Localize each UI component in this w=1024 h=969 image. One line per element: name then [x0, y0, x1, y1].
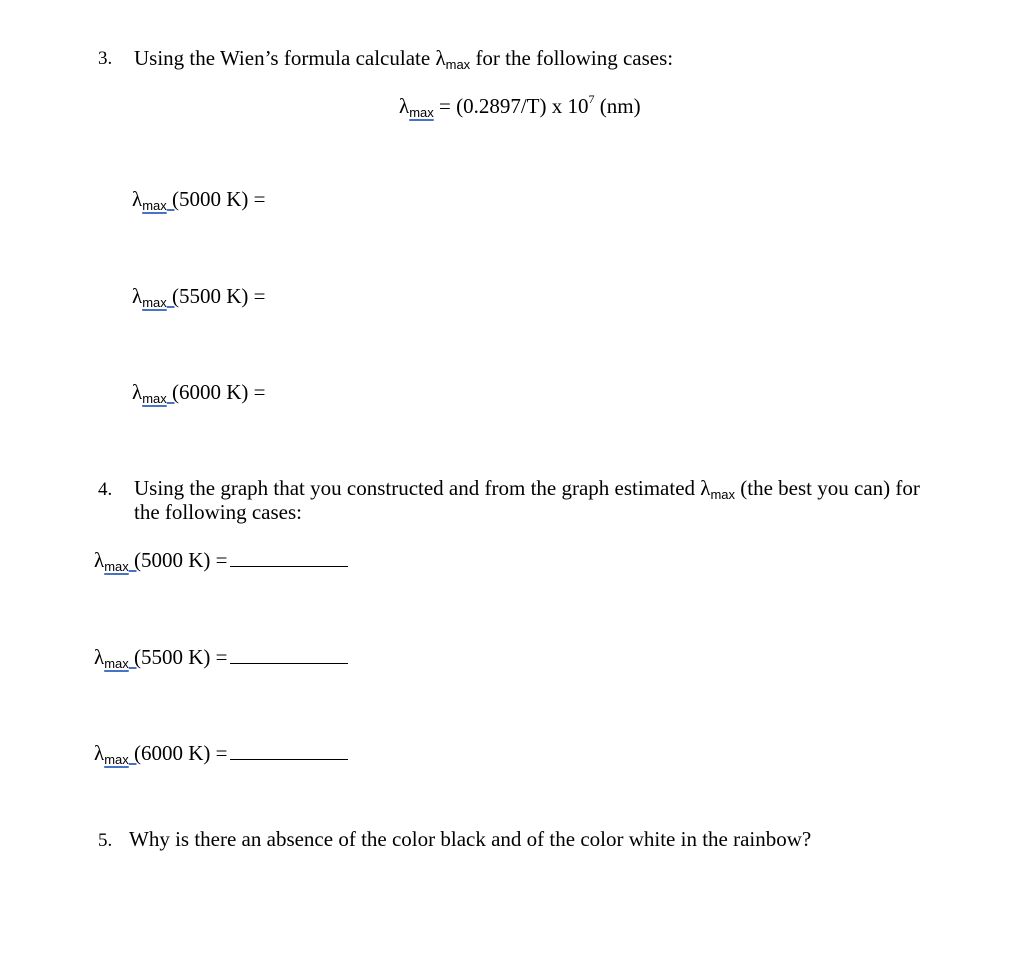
formula-max: max	[409, 105, 434, 120]
case-equals: =	[210, 645, 228, 669]
q3-number: 3.	[98, 48, 113, 69]
case-equals: =	[248, 187, 266, 211]
case-equals: =	[210, 548, 228, 572]
answer-blank-line[interactable]	[230, 741, 348, 760]
q3-prompt	[134, 46, 673, 71]
case-lambda: λ	[132, 187, 143, 211]
case-temp: 5500 K)	[179, 284, 249, 308]
q3-lambda: λ	[435, 46, 446, 70]
case-lambda: λ	[132, 380, 143, 404]
formula-unit: (nm)	[594, 94, 641, 118]
case-paren: (	[166, 284, 179, 308]
case-max: max	[104, 752, 129, 767]
case-lambda: λ	[94, 548, 105, 572]
case-max: max	[142, 198, 167, 213]
case-paren: (	[128, 548, 141, 572]
case-temp: 5000 K)	[179, 187, 249, 211]
q3-case-5500	[132, 284, 266, 309]
q4-case-6000	[94, 741, 348, 766]
case-lambda: λ	[94, 645, 105, 669]
case-temp: 6000 K)	[141, 741, 211, 765]
wien-formula	[399, 94, 641, 119]
case-temp: 6000 K)	[179, 380, 249, 404]
case-temp: 5000 K)	[141, 548, 211, 572]
q4-number: 4.	[98, 479, 113, 500]
case-max: max	[142, 295, 167, 310]
formula-exponent: 7	[588, 92, 595, 106]
q4-case-5500	[94, 645, 348, 670]
q4-case-5000	[94, 548, 348, 573]
case-max: max	[104, 656, 129, 671]
case-temp: 5500 K)	[141, 645, 211, 669]
q4-max: max	[710, 487, 736, 502]
q4-text-before: Using the graph that you constructed and from the graph estimated	[134, 476, 701, 500]
q3-case-5000	[132, 187, 266, 212]
q3-case-6000	[132, 380, 266, 405]
case-equals: =	[210, 741, 228, 765]
case-equals: =	[248, 284, 266, 308]
q5-prompt: Why is there an absence of the color black and of the color white in the rainbow?	[129, 827, 812, 851]
answer-blank-line[interactable]	[230, 645, 348, 664]
q3-text-before: Using the Wien’s formula calculate	[134, 46, 436, 70]
q5-number: 5.	[98, 830, 113, 851]
q4-text-after: (the best you can) for	[735, 476, 920, 500]
case-max: max	[104, 559, 129, 574]
case-equals: =	[248, 380, 266, 404]
case-max: max	[142, 391, 167, 406]
q4-prompt-line2: the following cases:	[134, 500, 302, 524]
case-paren: (	[128, 645, 141, 669]
case-paren: (	[128, 741, 141, 765]
case-lambda: λ	[94, 741, 105, 765]
case-lambda: λ	[132, 284, 143, 308]
answer-blank-line[interactable]	[230, 548, 348, 567]
formula-lambda: λ	[399, 94, 410, 118]
q3-max: max	[445, 57, 471, 72]
q3-text-after: for the following cases:	[470, 46, 674, 70]
q4-lambda: λ	[700, 476, 711, 500]
case-paren: (	[166, 187, 179, 211]
case-paren: (	[166, 380, 179, 404]
formula-expr: = (0.2897/T) x 10	[433, 94, 589, 118]
q4-prompt-line1	[134, 476, 920, 501]
